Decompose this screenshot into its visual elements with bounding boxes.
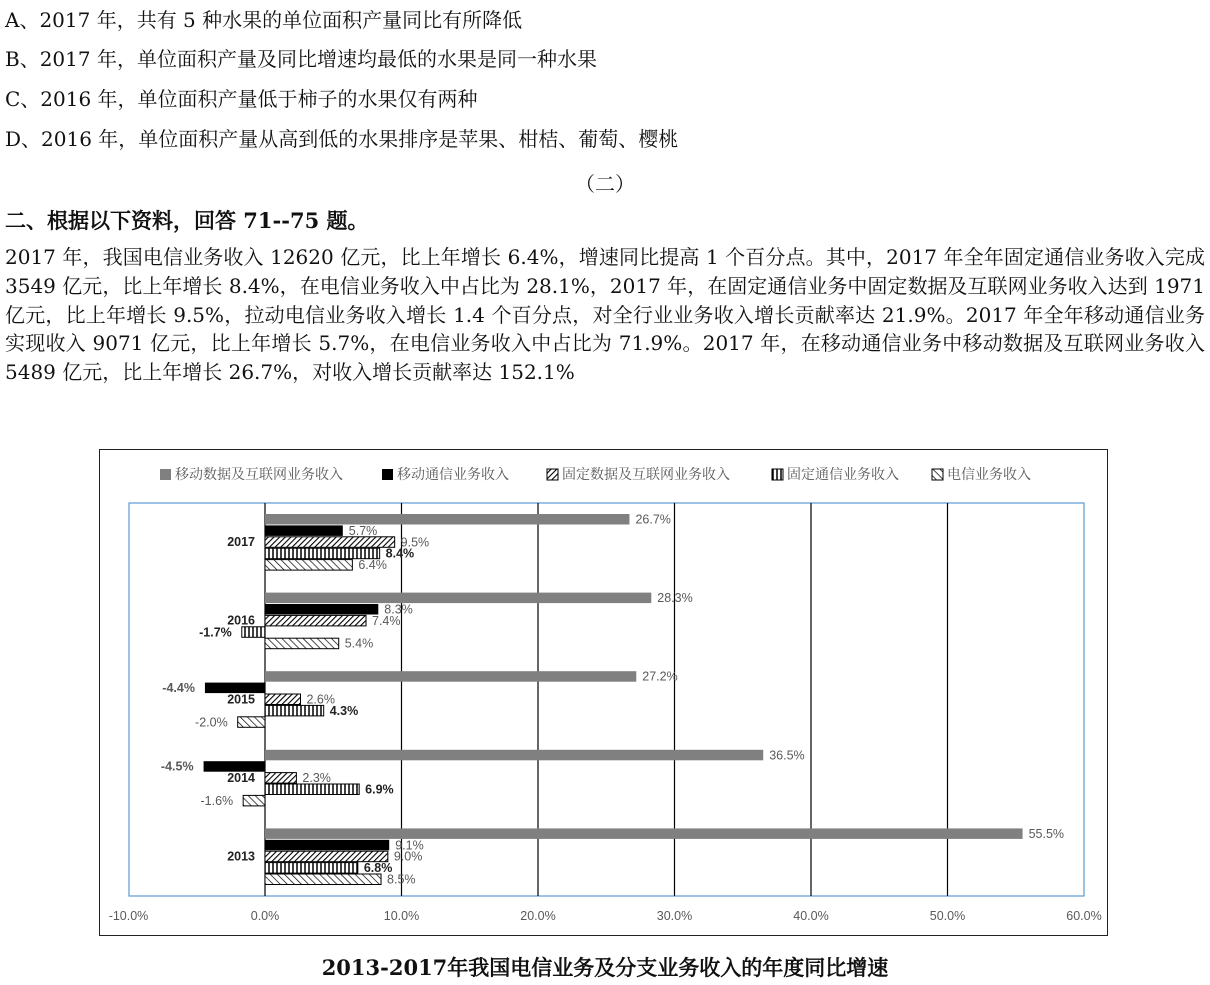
legend-swatch (772, 469, 783, 480)
x-tick-label: 30.0% (656, 909, 693, 923)
data-label: 28.3% (657, 591, 693, 606)
x-tick-label: 0.0% (250, 909, 280, 923)
bar (265, 694, 300, 705)
data-label: 6.9% (365, 782, 394, 797)
data-label: 6.8% (363, 861, 393, 876)
bar (265, 514, 629, 525)
x-tick-label: 60.0% (1066, 909, 1102, 923)
data-label: 2.3% (302, 771, 331, 786)
bar (265, 638, 339, 649)
bar (238, 717, 265, 728)
data-label: 8.4% (385, 546, 415, 561)
bar (265, 750, 763, 761)
data-label: 36.5% (769, 748, 805, 763)
chart-frame (99, 449, 1108, 936)
option-d: D、2016 年，单位面积产量从高到低的水果排序是苹果、柑桔、葡萄、樱桃 (5, 127, 679, 151)
category-label: 2015 (227, 692, 255, 707)
legend-item (547, 466, 730, 482)
material-paragraph: 2017 年，我国电信业务收入 12620 亿元，比上年增长 6.4%，增速同比提高 1 个百分点。其中，2017 年全年固定通信业务收入完成 3549 亿元，比上年增长 8.4%，在电信业务收入中占比为 28.1%，2017 年，在固定通信业务中固定数据及互联网业务收入达到 1971 亿元，比上年增长 9.5%，拉动电信业务收入增长 1.4 个百分点，对全行业业务收入增长贡献率达 21.9%。2017 年全年移动通信业务实现收入 9071 亿元，比上年增长 5.7%，在电信业务收入中占比为 71.9%。2017 年，在移动通信业务中移动数据及互联网业务收入 5489 亿元，比上年增长 26.7%，对收入增长贡献率达 152.1% (5, 245, 1205, 385)
section-title: 二、根据以下资料，回答 71--75 题。 (5, 208, 369, 233)
legend-swatch (160, 469, 171, 480)
bar (265, 525, 343, 536)
bar (265, 705, 324, 716)
x-tick-label: 40.0% (793, 909, 829, 923)
option-b: B、2017 年，单位面积产量及同比增速均最低的水果是同一种水果 (5, 47, 597, 71)
bar (265, 671, 636, 682)
bar (265, 840, 389, 851)
bar (265, 784, 359, 795)
bar (265, 604, 378, 615)
data-label: 27.2% (642, 669, 678, 684)
legend-label: 移动通信业务收入 (397, 466, 509, 482)
data-label: 5.4% (344, 636, 374, 651)
category-label: 2016 (227, 613, 255, 628)
option-a: A、2017 年，共有 5 种水果的单位面积产量同比有所降低 (5, 8, 523, 32)
data-label: 9.1% (395, 838, 424, 853)
chart-caption: 2013-2017年我国电信业务及分支业务收入的年度同比增速 (321, 955, 889, 980)
section-mark: （二） (575, 172, 635, 196)
category-label: 2017 (227, 535, 255, 550)
category-label: 2013 (227, 849, 255, 864)
legend-label: 固定数据及互联网业务收入 (562, 466, 730, 482)
bar (243, 795, 265, 806)
legend-item (382, 466, 509, 482)
data-label: -1.7% (199, 625, 232, 640)
legend-item (932, 466, 1031, 482)
data-label: -2.0% (195, 715, 228, 730)
data-label: 55.5% (1028, 826, 1065, 841)
bar (265, 593, 651, 604)
data-label: 5.7% (348, 523, 378, 538)
bar (265, 828, 1023, 839)
x-tick-label: 10.0% (383, 909, 420, 923)
legend-label: 移动数据及互联网业务收入 (175, 466, 343, 482)
data-label: 9.5% (400, 535, 430, 550)
bar-chart (100, 450, 1106, 934)
data-label: 8.5% (387, 872, 416, 887)
bar (242, 627, 265, 638)
bar (265, 863, 358, 874)
data-label: 4.3% (329, 703, 359, 718)
x-tick-label: -10.0% (108, 909, 149, 923)
bar (265, 773, 296, 784)
bar (265, 874, 381, 885)
option-c: C、2016 年，单位面积产量低于柿子的水果仅有两种 (5, 87, 478, 111)
data-label: -4.4% (162, 681, 195, 696)
bar (265, 537, 395, 548)
x-tick-label: 20.0% (520, 909, 556, 923)
legend-item (160, 466, 343, 482)
legend-swatch (382, 469, 393, 480)
legend-swatch (547, 469, 558, 480)
legend-swatch (932, 469, 943, 480)
category-label: 2014 (227, 770, 255, 785)
bar (265, 615, 366, 626)
legend-item (772, 466, 899, 482)
data-label: -1.6% (200, 793, 234, 808)
data-label: 8.3% (384, 602, 413, 617)
data-label: 7.4% (372, 613, 401, 628)
data-label: 9.0% (393, 849, 423, 864)
data-label: 2.6% (306, 692, 335, 707)
x-tick-label: 50.0% (929, 909, 966, 923)
data-label: -4.5% (160, 759, 194, 774)
legend-label: 电信业务收入 (947, 466, 1031, 482)
legend-label: 固定通信业务收入 (787, 466, 899, 482)
bar (265, 560, 352, 571)
data-label: 26.7% (635, 512, 671, 527)
data-label: 6.4% (358, 558, 387, 573)
